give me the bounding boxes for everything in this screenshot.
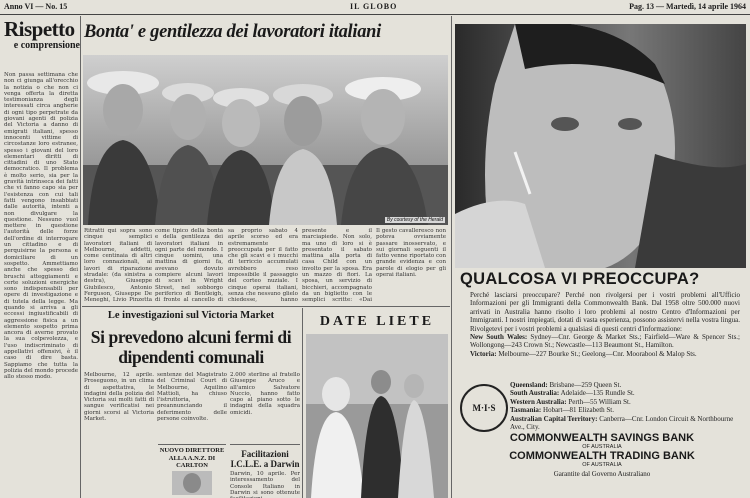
ad-nsw-label: New South Wales: bbox=[470, 333, 528, 342]
main-article-col4: presente e il marciapiede. Non solo, ma uno di loro si è presentato il sabato mattina alla porta di casa Child con un involto per la sposa. Era un mazzo di fiori. La sposa, un servizio di bicchieri, accompagnato da un biglietto con le semplici scritte: «Dai bbox=[302, 228, 372, 304]
section-divider bbox=[82, 306, 450, 307]
left-article-subtitle: e comprensione bbox=[13, 40, 80, 51]
column-divider-date-liete bbox=[302, 308, 303, 498]
date-liete-title: DATE LIETE bbox=[319, 314, 435, 329]
left-article-title: Rispetto bbox=[4, 17, 75, 41]
ad-vic-label: Victoria: bbox=[470, 349, 497, 358]
ad-qld: Brisbane—259 Queen St. bbox=[549, 381, 622, 389]
ad-qld-label: Queensland: bbox=[510, 381, 548, 389]
ad-act-label: Australian Capital Territory: bbox=[510, 414, 598, 423]
ad-photo bbox=[455, 24, 746, 268]
icle-box-body: Darwin, 10 aprile. Per interessamento del Console Italiano in Darwin si sono ottenute bbox=[230, 471, 300, 496]
page-header bbox=[0, 0, 750, 15]
anz-box bbox=[158, 444, 226, 498]
wedding-photo bbox=[306, 334, 448, 498]
ad-headline: QUALCOSA VI PREOCCUPA? bbox=[460, 270, 700, 288]
victoria-article-col2: sentenze del Magistrato del Criminal Court di Melbourne, Aquilino Mattioli, ha chiuso l'istruttoria, preannunciando il deferimento delle persone coinvolte. bbox=[157, 372, 227, 423]
savings-bank-country: OF AUSTRALIA bbox=[582, 444, 622, 450]
ad-wa-label: Western Australia: bbox=[510, 397, 567, 406]
mis-logo bbox=[460, 384, 508, 432]
ad-nsw: Sydney—Cnr. George & Market Sts.; Fairfield—Ware & Spencer Sts.; Wollongong—243 Crown St.; Newcastle—113 Beaumont St., Hamilton. bbox=[470, 333, 741, 350]
trading-bank-country: OF AUSTRALIA bbox=[582, 462, 622, 468]
column-divider bbox=[80, 16, 81, 498]
ad-sa-label: South Australia: bbox=[510, 389, 560, 398]
trading-bank-name: COMMONWEALTH TRADING BANK bbox=[509, 450, 695, 462]
issue-number: Anno VI — No. 15 bbox=[4, 2, 68, 11]
workers-photo bbox=[83, 55, 448, 225]
victoria-article-col3: 2.000 sterline al fratello Giuseppe Aruco e all'amico Salvatore Nuccio, hanno fatto capo al piano sotto le indagini della squadra omicidi. bbox=[230, 372, 300, 416]
director-portrait bbox=[172, 471, 212, 495]
ad-act: Canberra—Cnr. London Circuit & Northbourne Ave., City. bbox=[510, 414, 734, 432]
ad-vic: Melbourne—227 Bourke St.; Geelong—Cnr. Moorabool & Malop Sts. bbox=[498, 349, 697, 358]
ad-wa: Perth—55 William St. bbox=[568, 397, 631, 406]
left-article-body: Non passa settimana che non ci giunga all'orecchio la notizia o che non ci venga offerta la diretta testimonianza degli interessati circa angherie di ogni tipo perpetrate da giovani agenti di polizia del Victoria a danno di emigrati italiani, spesso innocenti vittime di circostanze loro estranee, spesso i giovani del loro elementari diritti di cittadini di uno Stato democratico. Il problema è molto serio, sia per la gravità intrinseca dei fatti che vi fanno capo sia per l'esistenza con cui tali fatti vengono insabbiati dalle autorità, intenti a non divulgare la questione. Nessuno vuol mettere in questione l'autorità delle forze dell'ordine di interrogare un cittadino e di perquisirne la persona e domiciliare di un sospetto. Ammettiamo anche che spesso dei bruschi atteggiamenti e certe soluzioni energiche sono indispensabili per opere di investigazione e di tutela della legge. Ma quando si arriva a gli eccessi ingiustificabili di aggressione fisica a un elemento sospetto prima ancora di averne provato la sua colpevolezza, e l'uso indiscriminato di appellativi offensivi, è il caso di dire basta. Sappiamo che tutta la polizia del mondo procede allo stesso modo. bbox=[4, 72, 78, 381]
ad-tas-label: Tasmania: bbox=[510, 406, 542, 415]
ad-body bbox=[470, 291, 740, 358]
page-date: Pag. 13 — Martedì, 14 aprile 1964 bbox=[629, 2, 746, 11]
ad-tas: Hobart—81 Elizabeth St. bbox=[543, 406, 614, 415]
newspaper-name: IL GLOBO bbox=[350, 2, 398, 11]
victoria-article-title: Si prevedono alcuni fermi di dipendenti comunali bbox=[90, 327, 292, 367]
icle-box bbox=[230, 444, 300, 498]
left-article bbox=[4, 18, 80, 52]
ad-body-text: Perché lasciarsi preoccupare? Perché non rivolgersi per i vostri problemi all'Ufficio Informazioni per gli Immigranti della Commonwealth Bank. Dal 1958 oltre 500.000 nuovi arrivati in Australia hanno risolto i loro problemi al nostro Centro d'Informazioni per Immigranti. I nostri impiegati, dotati di vasta esperienza, possono assistervi nella vostra lingua. Rivolgetevi per i vostri problemi a qualsiasi di questi centri d'informazione: bbox=[470, 291, 740, 333]
ad-sa: Adelaide—135 Rundle St. bbox=[560, 389, 635, 398]
workers-photo-image bbox=[83, 55, 448, 225]
victoria-article-col1: Melbourne, 12 aprile. Proseguono, in un clima di aspettativa, le indagini della polizia del Victoria sui molti fatti di sangue verificatisi nei giorni scorsi al Victoria Market. bbox=[84, 372, 154, 423]
main-article-col5: Il gesto cavalleresco non poteva ovviamente passare inosservato, e sui giornali seguenti il fatto venne riportato con grande evidenza e con parole di elogio per gli operai italiani. bbox=[376, 228, 446, 279]
savings-bank-name: COMMONWEALTH SAVINGS BANK bbox=[509, 432, 695, 444]
anz-box-title: NUOVO DIRETTORE ALLA A.N.Z. DI CARLTON bbox=[159, 447, 225, 469]
ad-offices bbox=[510, 381, 744, 431]
main-article-title: Bonta' e gentilezza dei lavoratori italiani bbox=[84, 22, 381, 42]
government-guarantee: Garantite dal Governo Australiano bbox=[553, 470, 651, 478]
column-divider-right bbox=[451, 16, 452, 498]
wedding-photo-image bbox=[306, 334, 448, 498]
photo-credit: By courtesy of the Herald bbox=[386, 217, 443, 223]
worried-man-photo bbox=[455, 24, 746, 268]
main-article-col3: sa proprio sabato 4 aprile scorso ed era estremamente preoccupata per il fatto che gli scavi e i mucchi di terriccio accumulati avrebbero reso impossibile il passaggio del corteo nuziale. I cinque operai italiani, senza che nessuno glielo chiedesse, hanno bbox=[228, 228, 298, 304]
main-article-col2: come tipico della bontà e della gentilezza dei lavoratori italiani in ogni parte del mondo. I cinque uomini, una mattina di giorni fa, avevano dovuto compiere alcuni lavori di scavi in Wright Street, nel sobborgo periferico di Bentleigh, di fronte al cancello di bbox=[155, 228, 223, 304]
main-article-col1: Ritratti qui sopra sono cinque semplici lavoratori italiani di Melbourne, addetti, come centinaia di altri loro connazionali, ai lavori di riparazione stradale: (da sinistra a destra), Giuseppe Giubilesco, Antonio Ferguson, Giuseppe De Meneghi, Livio Pinzetta bbox=[84, 228, 152, 304]
mis-logo-text: M·I·S bbox=[472, 403, 496, 413]
icle-box-title: Facilitazioni I.C.L.E. a Darwin bbox=[230, 449, 300, 469]
victoria-article-kicker: Le investigazioni sul Victoria Market bbox=[107, 310, 275, 321]
bank-names bbox=[460, 432, 744, 479]
